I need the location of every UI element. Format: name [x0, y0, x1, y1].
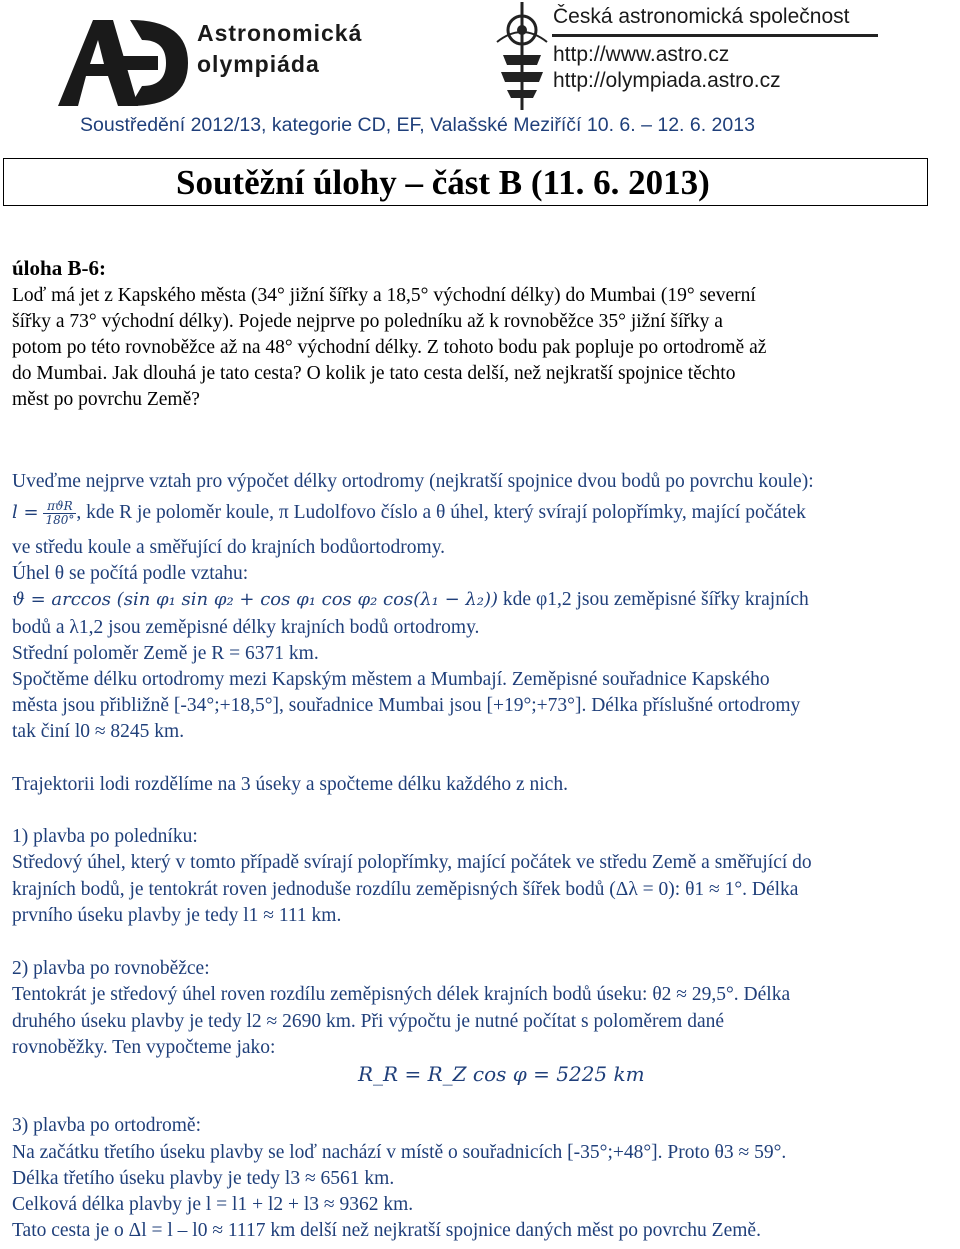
section-3-line-2: Délka třetího úseku plavby je tedy l3 ≈ 6561 km. [12, 1168, 395, 1189]
formula-l-text: , kde R je poloměr koule, π Ludolfovo číslo a θ úhel, který svírají polopřímky, mající počátek [76, 501, 806, 523]
society-url-2[interactable]: http://olympiada.astro.cz [553, 69, 781, 92]
header [0, 0, 960, 150]
society-url-1[interactable]: http://www.astro.cz [553, 43, 730, 66]
section-2-heading: 2) plavba po rovnoběžce: [12, 958, 210, 979]
formula-l-denominator: 180° [45, 513, 75, 527]
society-divider [552, 34, 878, 37]
society-name: Česká astronomická společnost [553, 5, 850, 28]
section-1-heading: 1) plavba po poledníku: [12, 826, 198, 847]
formula-theta: ϑ = arccos (sin φ₁ sin φ₂ + cos φ₁ cos φ₂ cos(λ₁ − λ₂)) [12, 589, 499, 610]
solution-line-8: Spočtěme délku ortodromy mezi Kapským městem a Mumbají. Zeměpisné souřadnice Kapského [12, 669, 770, 690]
section-3-line-1: Na začátku třetího úseku plavby se loď nachází v místě o souřadnicích [-35°;+48°]. Proto θ3 ≈ 59°. [12, 1142, 787, 1163]
task-line-4: do Mumbai. Jak dlouhá je tato cesta? O kolik je tato cesta delší, než nejkratší spojnice těchto [12, 363, 736, 384]
task-heading: úloha B-6: [12, 256, 106, 280]
section-1-line-3: prvního úseku plavby je tedy l1 ≈ 111 km. [12, 905, 342, 926]
logo-text-line1: Astronomická [197, 20, 363, 46]
section-3-line-3: Celková délka plavby je l = l1 + l2 + l3 ≈ 9362 km. [12, 1194, 414, 1215]
formula-l-fraction [43, 500, 76, 527]
formula-theta-text: kde φ1,2 jsou zeměpisné šířky krajních [498, 589, 809, 610]
title-box [3, 158, 928, 206]
section-2-line-2: druhého úseku plavby je tedy l2 ≈ 2690 km. Při výpočtu je nutné počítat s poloměrem dané [12, 1011, 725, 1032]
formula-theta-line [12, 588, 809, 612]
section-3-line-4: Tato cesta je o Δl = l – l0 ≈ 1117 km delší než nejkratší spojnice daných měst po povrchu Země. [12, 1220, 761, 1241]
solution-line-11: Trajektorii lodi rozdělíme na 3 úseky a spočteme délku každého z nich. [12, 774, 568, 795]
section-2-line-3: rovnoběžky. Ten vypočteme jako: [12, 1037, 276, 1058]
section-2-formula: R_R = R_Z cos φ = 5225 km [358, 1062, 645, 1086]
task-line-1: Loď má jet z Kapského města (34° jižní šířky a 18,5° východní délky) do Mumbai (19° severní [12, 285, 756, 306]
society-globe-icon [493, 0, 551, 112]
section-1-line-2: krajních bodů, je tentokrát roven jednoduše rozdílu zeměpisných šířek bodů (Δλ = 0): θ1 ≈ 1°. Délka [12, 879, 799, 900]
task-line-2: šířky a 73° východní délky). Pojede nejprve po poledníku až k rovnoběžce 35° jižní šířky a [12, 311, 723, 332]
solution-line-10: tak činí l0 ≈ 8245 km. [12, 721, 185, 742]
formula-l-lhs: l = [12, 501, 39, 523]
solution-line-9: města jsou přibližně [-34°;+18,5°], souřadnice Mumbai jsou [+19°;+73°]. Délka příslušné ortodromy [12, 695, 801, 716]
formula-l-numerator: πϑR [43, 500, 76, 514]
section-3-heading: 3) plavba po ortodromě: [12, 1115, 201, 1136]
solution-line-3: ve středu koule a směřující do krajních bodůortodromy. [12, 537, 446, 558]
task-line-3: potom po této rovnoběžce až na 48° východní délky. Z tohoto bodu pak popluje po ortodromě až [12, 337, 767, 358]
olympiad-logo-icon [38, 14, 193, 110]
solution-line-4: Úhel θ se počítá podle vztahu: [12, 563, 249, 584]
solution-line-6: bodů a λ1,2 jsou zeměpisné délky krajních bodů ortodromy. [12, 617, 480, 638]
logo-text-line2: olympiáda [197, 51, 320, 77]
solution-intro: Uveďme nejprve vztah pro výpočet délky ortodromy (nejkratší spojnice dvou bodů po povrchu koule): [12, 471, 814, 492]
section-2-line-1: Tentokrát je středový úhel roven rozdílu zeměpisných délek krajních bodů úseku: θ2 ≈ 29,5°. Délka [12, 984, 791, 1005]
formula-length-line [12, 500, 806, 534]
solution-line-7: Střední poloměr Země je R = 6371 km. [12, 643, 319, 664]
page-title: Soutěžní úlohy – část B (11. 6. 2013) [176, 163, 710, 202]
task-line-5: měst po povrchu Země? [12, 389, 200, 410]
event-info: Soustředění 2012/13, kategorie CD, EF, Valašské Meziříčí 10. 6. – 12. 6. 2013 [80, 114, 755, 136]
section-1-line-1: Středový úhel, který v tomto případě svírají polopřímky, mající počátek ve středu Země a směřující do [12, 852, 812, 873]
